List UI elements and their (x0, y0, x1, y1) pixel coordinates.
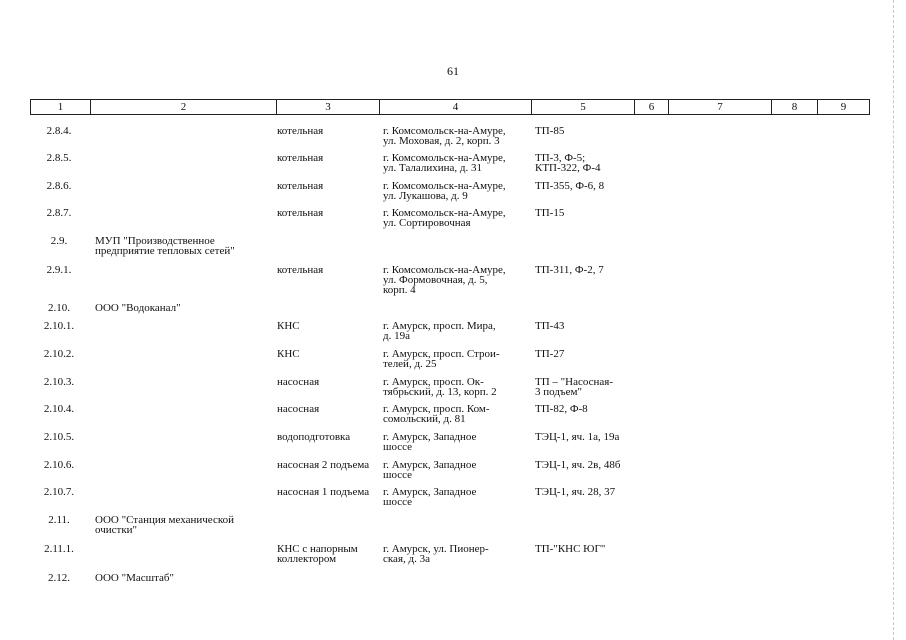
address-cell-line: г. Амурск, Западное (383, 431, 477, 443)
address-cell-line: ул. Формовочная, д. 5, (383, 274, 488, 286)
address-cell (383, 265, 506, 295)
substation-cell (535, 208, 564, 218)
org-cell-line: ООО "Масштаб" (95, 572, 174, 584)
address-cell-line: г. Комсомольск-на-Амуре, (383, 152, 506, 164)
substation-cell (535, 544, 605, 554)
substation-cell-line: ТП-355, Ф-6, 8 (535, 180, 605, 192)
header-col-4: 4 (379, 100, 531, 114)
row-number-cell: 2.10. (48, 302, 70, 314)
object-type-cell-line: котельная (277, 125, 324, 137)
substation-cell-line: ТП-27 (535, 348, 565, 360)
object-type-cell (277, 349, 300, 359)
object-type-cell (277, 404, 319, 414)
substation-cell-line: ТЭЦ-1, яч. 28, 37 (535, 486, 616, 498)
row-number-cell: 2.10.4. (43, 403, 75, 415)
address-cell-line: шоссе (383, 469, 413, 481)
substation-cell (535, 181, 604, 191)
row-number-cell: 2.10.2. (43, 348, 75, 360)
address-cell (383, 126, 506, 146)
address-cell (383, 377, 497, 397)
substation-cell-line: ТП-82, Ф-8 (535, 403, 588, 415)
object-type-cell-line: КНС (277, 320, 300, 332)
address-cell-line: сомольский, д. 81 (383, 413, 466, 425)
org-cell-line: очистки" (95, 524, 138, 536)
address-cell-line: ул. Моховая, д. 2, корп. 3 (383, 135, 500, 147)
row-number-cell: 2.10.1. (43, 320, 75, 332)
substation-cell-line: КТП-322, Ф-4 (535, 162, 601, 174)
header-col-1: 1 (57, 101, 64, 113)
address-cell-line: ул. Сортировочная (383, 217, 471, 229)
row-number-cell: 2.9. (50, 235, 68, 247)
org-cell-line: ООО "Водоканал" (95, 302, 181, 314)
address-cell (383, 460, 476, 480)
object-type-cell-line: КНС с напорным (277, 543, 358, 555)
object-type-cell (277, 181, 323, 191)
org-cell-line: ООО "Станция механической (95, 514, 235, 526)
address-cell-line: г. Амурск, просп. Строи- (383, 348, 500, 360)
substation-cell-line: ТП-85 (535, 125, 565, 137)
substation-cell (535, 153, 601, 173)
object-type-cell (277, 126, 323, 136)
substation-cell-line: ТЭЦ-1, яч. 1а, 19а (535, 431, 620, 443)
object-type-cell-line: котельная (277, 152, 324, 164)
substation-cell (535, 460, 620, 470)
substation-cell-line: 3 подъем" (535, 386, 582, 398)
table-header-row (30, 99, 870, 115)
address-cell-line: г. Амурск, просп. Ок- (383, 376, 484, 388)
row-number-cell: 2.10.7. (43, 486, 75, 498)
header-col-8: 8 (771, 100, 817, 114)
row-number-cell: 2.10.3. (43, 376, 75, 388)
row-number-cell: 2.8.6. (46, 180, 72, 192)
address-cell-line: г. Амурск, ул. Пионер- (383, 543, 489, 555)
address-cell-line: шоссе (383, 441, 413, 453)
page-edge-line (893, 0, 894, 640)
org-cell (95, 515, 234, 535)
object-type-cell-line: КНС (277, 348, 300, 360)
address-cell-line: г. Амурск, Западное (383, 459, 477, 471)
substation-cell-line: ТП-43 (535, 320, 565, 332)
header-col-6: 6 (634, 100, 668, 114)
row-number-cell: 2.8.5. (46, 152, 72, 164)
object-type-cell (277, 321, 300, 331)
header-col-3: 3 (276, 100, 379, 114)
org-cell-line: предприятие тепловых сетей" (95, 245, 235, 257)
substation-cell (535, 321, 564, 331)
address-cell-line: г. Комсомольск-на-Амуре, (383, 180, 506, 192)
address-cell (383, 404, 490, 424)
header-col-2: 2 (90, 100, 276, 114)
object-type-cell (277, 265, 323, 275)
object-type-cell (277, 153, 323, 163)
address-cell-line: г. Комсомольск-на-Амуре, (383, 264, 506, 276)
object-type-cell-line: насосная (277, 403, 320, 415)
object-type-cell-line: котельная (277, 264, 324, 276)
object-type-cell-line: котельная (277, 180, 324, 192)
row-number-cell: 2.8.4. (46, 125, 72, 137)
address-cell-line: ская, д. 3а (383, 553, 430, 565)
address-cell-line: телей, д. 25 (383, 358, 437, 370)
substation-cell (535, 377, 613, 397)
substation-cell (535, 349, 564, 359)
object-type-cell-line: коллектором (277, 553, 337, 565)
substation-cell-line: ТП – "Насосная- (535, 376, 614, 388)
address-cell-line: г. Комсомольск-на-Амуре, (383, 125, 506, 137)
substation-cell (535, 487, 615, 497)
substation-cell (535, 404, 588, 414)
object-type-cell (277, 208, 323, 218)
address-cell (383, 544, 489, 564)
address-cell (383, 349, 500, 369)
address-cell (383, 208, 506, 228)
address-cell-line: ул. Талалихина, д. 31 (383, 162, 483, 174)
substation-cell-line: ТП-311, Ф-2, 7 (535, 264, 604, 276)
org-cell (95, 303, 181, 313)
row-number-cell: 2.11. (48, 514, 70, 526)
address-cell-line: корп. 4 (383, 284, 416, 296)
address-cell-line: ул. Лукашова, д. 9 (383, 190, 468, 202)
substation-cell-line: ТП-"КНС ЮГ" (535, 543, 606, 555)
object-type-cell-line: насосная 2 подъема (277, 459, 370, 471)
object-type-cell (277, 432, 350, 442)
row-number-cell: 2.8.7. (46, 207, 72, 219)
row-number-cell: 2.10.5. (43, 431, 75, 443)
org-cell-line: МУП "Производственное (95, 235, 215, 247)
row-number-cell: 2.11.1. (44, 543, 74, 555)
substation-cell-line: ТЭЦ-1, яч. 2в, 48б (535, 459, 621, 471)
address-cell-line: г. Амурск, просп. Мира, (383, 320, 496, 332)
org-cell (95, 236, 235, 256)
address-cell (383, 153, 506, 173)
address-cell (383, 321, 496, 341)
address-cell-line: тябрьский, д. 13, корп. 2 (383, 386, 497, 398)
address-cell-line: г. Комсомольск-на-Амуре, (383, 207, 506, 219)
address-cell (383, 181, 506, 201)
substation-cell-line: ТП-3, Ф-5; (535, 152, 586, 164)
object-type-cell (277, 460, 369, 470)
object-type-cell (277, 377, 319, 387)
address-cell-line: шоссе (383, 496, 413, 508)
row-number-cell: 2.9.1. (46, 264, 72, 276)
page-number: 61 (447, 64, 459, 78)
substation-cell (535, 126, 564, 136)
object-type-cell-line: котельная (277, 207, 324, 219)
address-cell-line: д. 19а (383, 330, 410, 342)
org-cell (95, 573, 174, 583)
address-cell-line: г. Амурск, просп. Ком- (383, 403, 490, 415)
header-col-9: 9 (817, 100, 869, 114)
substation-cell (535, 432, 619, 442)
address-cell-line: г. Амурск, Западное (383, 486, 477, 498)
object-type-cell-line: насосная 1 подъема (277, 486, 370, 498)
substation-cell-line: ТП-15 (535, 207, 565, 219)
object-type-cell-line: водоподготовка (277, 431, 351, 443)
object-type-cell-line: насосная (277, 376, 320, 388)
row-number-cell: 2.10.6. (43, 459, 75, 471)
object-type-cell (277, 487, 369, 497)
header-col-5: 5 (531, 100, 634, 114)
row-number-cell: 2.12. (48, 572, 70, 584)
substation-cell (535, 265, 604, 275)
object-type-cell (277, 544, 358, 564)
address-cell (383, 487, 476, 507)
header-col-7: 7 (668, 100, 771, 114)
address-cell (383, 432, 476, 452)
